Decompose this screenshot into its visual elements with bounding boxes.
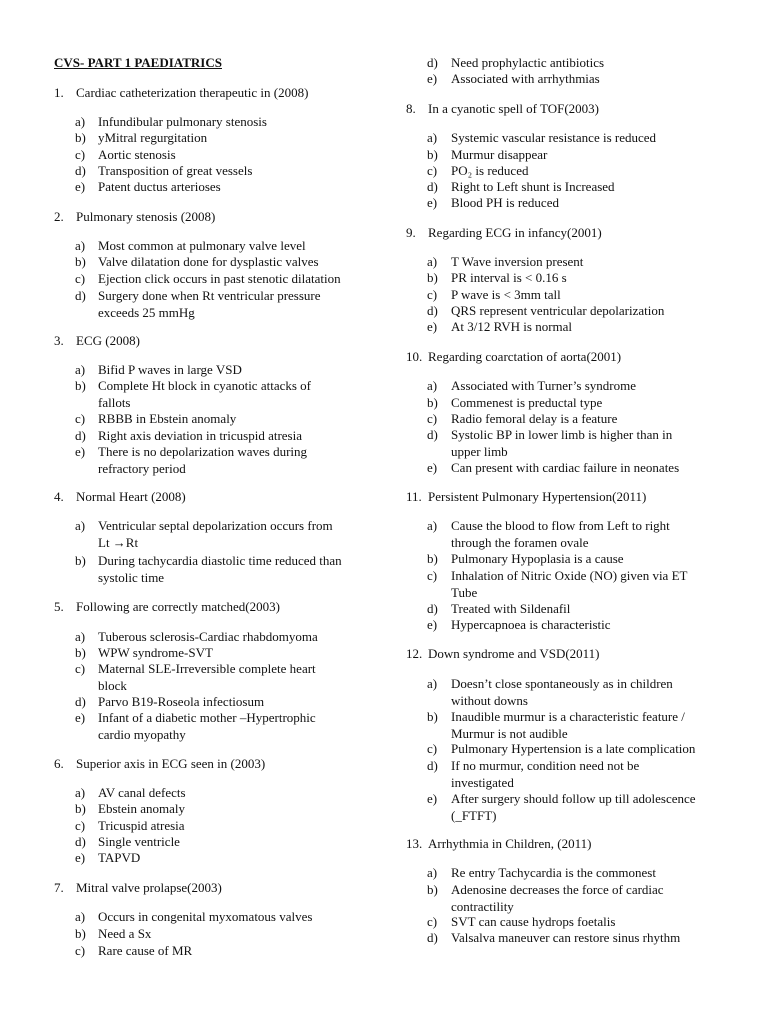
option-text: Hypercapnoea is characteristic — [451, 617, 611, 632]
question-number: 2. — [54, 209, 64, 224]
option-text: WPW syndrome-SVT — [98, 645, 213, 660]
option-label: d) — [427, 427, 438, 442]
option-text: Patent ductus arterioses — [98, 179, 221, 194]
option-item — [427, 568, 687, 601]
option-text-continued: contractility — [451, 898, 514, 914]
option-item — [427, 395, 602, 412]
option-item — [75, 238, 306, 255]
option-label: c) — [75, 411, 86, 426]
option-label: c) — [427, 741, 438, 756]
question-8 — [406, 101, 599, 118]
option-item — [75, 645, 213, 662]
option-item — [427, 676, 673, 709]
option-item — [427, 130, 656, 147]
option-label: a) — [75, 785, 86, 800]
option-text: Doesn’t close spontaneously as in children — [451, 676, 673, 691]
option-label: b) — [75, 130, 86, 145]
option-item — [75, 518, 333, 551]
option-label: b) — [427, 147, 438, 162]
option-item — [427, 270, 567, 287]
option-text-continued: Murmur is not audible — [451, 725, 568, 741]
question-number: 7. — [54, 880, 64, 895]
question-number: 3. — [54, 333, 64, 348]
option-text: Inhalation of Nitric Oxide (NO) given via ET — [451, 568, 688, 583]
option-text: Infundibular pulmonary stenosis — [98, 114, 267, 129]
option-label: c) — [75, 147, 86, 162]
option-text-continued: through the foramen ovale — [451, 534, 589, 550]
option-text: QRS represent ventricular depolarization — [451, 303, 665, 318]
option-text: Treated with Sildenafil — [451, 601, 571, 616]
question-4 — [54, 489, 186, 506]
option-item — [75, 850, 140, 867]
option-item — [75, 834, 180, 851]
question-13 — [406, 836, 591, 853]
option-text: Maternal SLE-Irreversible complete heart — [98, 661, 316, 676]
option-label: d) — [75, 288, 86, 303]
question-6 — [54, 756, 265, 773]
question-5 — [54, 599, 280, 616]
option-text: At 3/12 RVH is normal — [451, 319, 573, 334]
question-number: 11. — [406, 489, 422, 504]
option-text: Rare cause of MR — [98, 943, 193, 958]
option-text: PO₂ is reduced — [451, 163, 529, 178]
option-item — [75, 130, 207, 147]
option-label: e) — [427, 791, 438, 806]
option-item — [75, 362, 242, 379]
option-text: Parvo B19-Roseola infectiosum — [98, 694, 265, 709]
option-item — [427, 758, 639, 791]
option-item — [427, 287, 561, 304]
question-number: 12. — [406, 646, 423, 661]
option-text: Bifid P waves in large VSD — [98, 362, 242, 377]
option-label: b) — [427, 395, 438, 410]
question-stem: In a cyanotic spell of TOF(2003) — [428, 101, 600, 116]
option-text: Right to Left shunt is Increased — [451, 179, 615, 194]
option-item — [75, 553, 342, 586]
option-text: yMitral regurgitation — [98, 130, 208, 145]
question-number: 9. — [406, 225, 416, 240]
option-text-continued: exceeds 25 mmHg — [98, 304, 195, 320]
option-text-continued: Lt →Rt — [98, 534, 139, 550]
option-label: a) — [75, 362, 86, 377]
option-text: TAPVD — [98, 850, 141, 865]
option-item — [427, 709, 685, 742]
option-text-continued: Tube — [451, 584, 478, 600]
option-label: d) — [427, 303, 438, 318]
question-stem: ECG (2008) — [76, 333, 140, 348]
option-label: e) — [427, 460, 438, 475]
option-text: Valsalva maneuver can restore sinus rhythm — [451, 930, 681, 945]
option-text: Ejection click occurs in past stenotic dilatation — [98, 271, 341, 286]
option-item — [427, 865, 656, 882]
option-text: Murmur disappear — [451, 147, 548, 162]
option-item — [75, 694, 264, 711]
option-label: e) — [427, 71, 438, 86]
option-item — [427, 179, 615, 196]
option-label: c) — [75, 271, 86, 286]
option-text-continued: systolic time — [98, 569, 165, 585]
option-text: Need prophylactic antibiotics — [451, 55, 605, 70]
option-text-continued: without downs — [451, 692, 528, 708]
option-item — [75, 428, 302, 445]
option-label: d) — [75, 163, 86, 178]
option-label: c) — [427, 914, 438, 929]
option-text: Inaudible murmur is a characteristic feature / — [451, 709, 685, 724]
option-label: a) — [75, 114, 86, 129]
option-text: Commenest is preductal type — [451, 395, 603, 410]
option-item — [427, 378, 636, 395]
option-item — [75, 163, 252, 180]
option-text-continued: investigated — [451, 774, 514, 790]
option-label: a) — [75, 629, 86, 644]
option-item — [427, 195, 559, 212]
option-item — [75, 288, 321, 321]
question-number: 5. — [54, 599, 64, 614]
option-item — [427, 791, 696, 824]
option-text: AV canal defects — [98, 785, 186, 800]
option-label: b) — [427, 882, 438, 897]
option-item — [427, 55, 604, 72]
option-label: d) — [75, 694, 86, 709]
option-text-continued: fallots — [98, 394, 131, 410]
question-stem: Regarding ECG in infancy(2001) — [428, 225, 602, 240]
option-item — [427, 254, 583, 271]
option-text: If no murmur, condition need not be — [451, 758, 640, 773]
option-label: a) — [427, 865, 438, 880]
question-stem: Cardiac catheterization therapeutic in (2008) — [76, 85, 309, 100]
option-text: Surgery done when Rt ventricular pressure — [98, 288, 321, 303]
question-number: 8. — [406, 101, 416, 116]
option-text: SVT can cause hydrops foetalis — [451, 914, 616, 929]
option-item — [427, 163, 528, 180]
option-item — [427, 411, 617, 428]
option-item — [427, 741, 695, 758]
option-label: e) — [75, 850, 86, 865]
option-item — [427, 319, 572, 336]
option-label: d) — [427, 930, 438, 945]
option-label: d) — [427, 758, 438, 773]
option-label: e) — [75, 444, 86, 459]
question-11 — [406, 489, 646, 506]
option-text: Valve dilatation done for dysplastic valves — [98, 254, 319, 269]
option-item — [75, 411, 236, 428]
question-12 — [406, 646, 600, 663]
option-text: Complete Ht block in cyanotic attacks of — [98, 378, 311, 393]
option-text: Single ventricle — [98, 834, 180, 849]
option-item — [75, 147, 176, 164]
question-10 — [406, 349, 621, 366]
option-label: d) — [427, 179, 438, 194]
option-label: c) — [427, 287, 438, 302]
option-text: Radio femoral delay is a feature — [451, 411, 618, 426]
option-label: a) — [427, 254, 438, 269]
option-label: b) — [427, 270, 438, 285]
option-label: d) — [75, 428, 86, 443]
question-stem: Regarding coarctation of aorta(2001) — [428, 349, 622, 364]
option-text-continued: cardio myopathy — [98, 726, 186, 742]
question-number: 4. — [54, 489, 64, 504]
option-text: Pulmonary Hypertension is a late complication — [451, 741, 696, 756]
question-stem: Down syndrome and VSD(2011) — [428, 646, 600, 661]
option-text: There is no depolarization waves during — [98, 444, 308, 459]
option-item — [427, 71, 600, 88]
option-label: a) — [427, 130, 438, 145]
option-label: b) — [75, 926, 86, 941]
question-7 — [54, 880, 222, 897]
question-stem: Mitral valve prolapse(2003) — [76, 880, 222, 895]
option-text: Can present with cardiac failure in neonates — [451, 460, 680, 475]
option-item — [427, 930, 680, 947]
question-number: 10. — [406, 349, 423, 364]
option-item — [75, 710, 316, 743]
option-label: a) — [427, 518, 438, 533]
option-text: Infant of a diabetic mother –Hypertrophic — [98, 710, 316, 725]
option-item — [75, 943, 192, 960]
option-text: Pulmonary Hypoplasia is a cause — [451, 551, 624, 566]
option-item — [427, 518, 670, 551]
option-label: a) — [427, 676, 438, 691]
option-item — [75, 909, 312, 926]
option-item — [75, 254, 319, 271]
option-label: a) — [75, 238, 86, 253]
option-item — [75, 629, 318, 646]
option-label: c) — [75, 661, 86, 676]
document-title: CVS- PART 1 PAEDIATRICS — [54, 55, 222, 70]
option-item — [427, 303, 664, 320]
option-label: b) — [427, 709, 438, 724]
option-text: Transposition of great vessels — [98, 163, 253, 178]
option-text: During tachycardia diastolic time reduced than — [98, 553, 342, 568]
option-item — [427, 147, 547, 164]
option-label: e) — [75, 179, 86, 194]
option-text: RBBB in Ebstein anomaly — [98, 411, 237, 426]
option-text: Re entry Tachycardia is the commonest — [451, 865, 656, 880]
option-item — [75, 801, 185, 818]
option-label: d) — [427, 55, 438, 70]
option-item — [75, 179, 221, 196]
option-label: e) — [75, 710, 86, 725]
option-label: c) — [75, 818, 86, 833]
option-label: c) — [427, 163, 438, 178]
option-item — [75, 785, 186, 802]
option-label: b) — [75, 254, 86, 269]
option-label: b) — [427, 551, 438, 566]
option-item — [75, 818, 185, 835]
option-text: Right axis deviation in tricuspid atresia — [98, 428, 302, 443]
option-text: T Wave inversion present — [451, 254, 584, 269]
option-label: c) — [427, 411, 438, 426]
option-label: e) — [427, 319, 438, 334]
option-text: Occurs in congenital myxomatous valves — [98, 909, 313, 924]
option-label: c) — [427, 568, 438, 583]
option-text: Need a Sx — [98, 926, 152, 941]
option-text: Systemic vascular resistance is reduced — [451, 130, 657, 145]
question-stem: Superior axis in ECG seen in (2003) — [76, 756, 266, 771]
option-text: Systolic BP in lower limb is higher than in — [451, 427, 673, 442]
option-label: b) — [75, 801, 86, 816]
question-number: 13. — [406, 836, 423, 851]
option-text: PR interval is < 0.16 s — [451, 270, 567, 285]
option-text-continued: refractory period — [98, 460, 186, 476]
option-text: After surgery should follow up till adolescence — [451, 791, 696, 806]
option-text: Associated with arrhythmias — [451, 71, 600, 86]
question-1 — [54, 85, 308, 102]
option-item — [427, 427, 672, 460]
option-item — [427, 460, 679, 477]
option-text: Most common at pulmonary valve level — [98, 238, 306, 253]
question-stem: Normal Heart (2008) — [76, 489, 186, 504]
option-text: Adenosine decreases the force of cardiac — [451, 882, 664, 897]
option-text-continued: upper limb — [451, 443, 508, 459]
option-text-continued: block — [98, 677, 127, 693]
option-text: Associated with Turner’s syndrome — [451, 378, 637, 393]
option-label: a) — [75, 909, 86, 924]
option-text: Tricuspid atresia — [98, 818, 185, 833]
option-text: Aortic stenosis — [98, 147, 176, 162]
option-text: Cause the blood to flow from Left to right — [451, 518, 670, 533]
option-label: d) — [427, 601, 438, 616]
option-item — [427, 617, 611, 634]
option-text: Tuberous sclerosis-Cardiac rhabdomyoma — [98, 629, 318, 644]
question-stem: Arrhythmia in Children, (2011) — [428, 836, 592, 851]
option-label: b) — [75, 378, 86, 393]
option-item — [75, 114, 267, 131]
option-item — [75, 444, 307, 477]
option-label: e) — [427, 195, 438, 210]
option-label: c) — [75, 943, 86, 958]
question-stem: Persistent Pulmonary Hypertension(2011) — [428, 489, 647, 504]
option-item — [427, 551, 624, 568]
question-9 — [406, 225, 602, 242]
question-2 — [54, 209, 215, 226]
option-text: P wave is < 3mm tall — [451, 287, 561, 302]
option-label: d) — [75, 834, 86, 849]
option-item — [427, 601, 570, 618]
option-label: e) — [427, 617, 438, 632]
option-item — [75, 926, 151, 943]
question-number: 6. — [54, 756, 64, 771]
option-item — [427, 914, 615, 931]
question-stem: Following are correctly matched(2003) — [76, 599, 280, 614]
option-text: Ventricular septal depolarization occurs from — [98, 518, 333, 533]
question-stem: Pulmonary stenosis (2008) — [76, 209, 216, 224]
option-item — [75, 378, 311, 411]
option-label: a) — [75, 518, 86, 533]
option-item — [75, 661, 316, 694]
option-item — [75, 271, 341, 288]
option-label: b) — [75, 553, 86, 568]
option-label: b) — [75, 645, 86, 660]
option-text: Ebstein anomaly — [98, 801, 186, 816]
question-3 — [54, 333, 140, 350]
option-text: Blood PH is reduced — [451, 195, 559, 210]
question-number: 1. — [54, 85, 64, 100]
option-item — [427, 882, 664, 915]
option-label: a) — [427, 378, 438, 393]
option-text-continued: (_FTFT) — [451, 807, 497, 823]
